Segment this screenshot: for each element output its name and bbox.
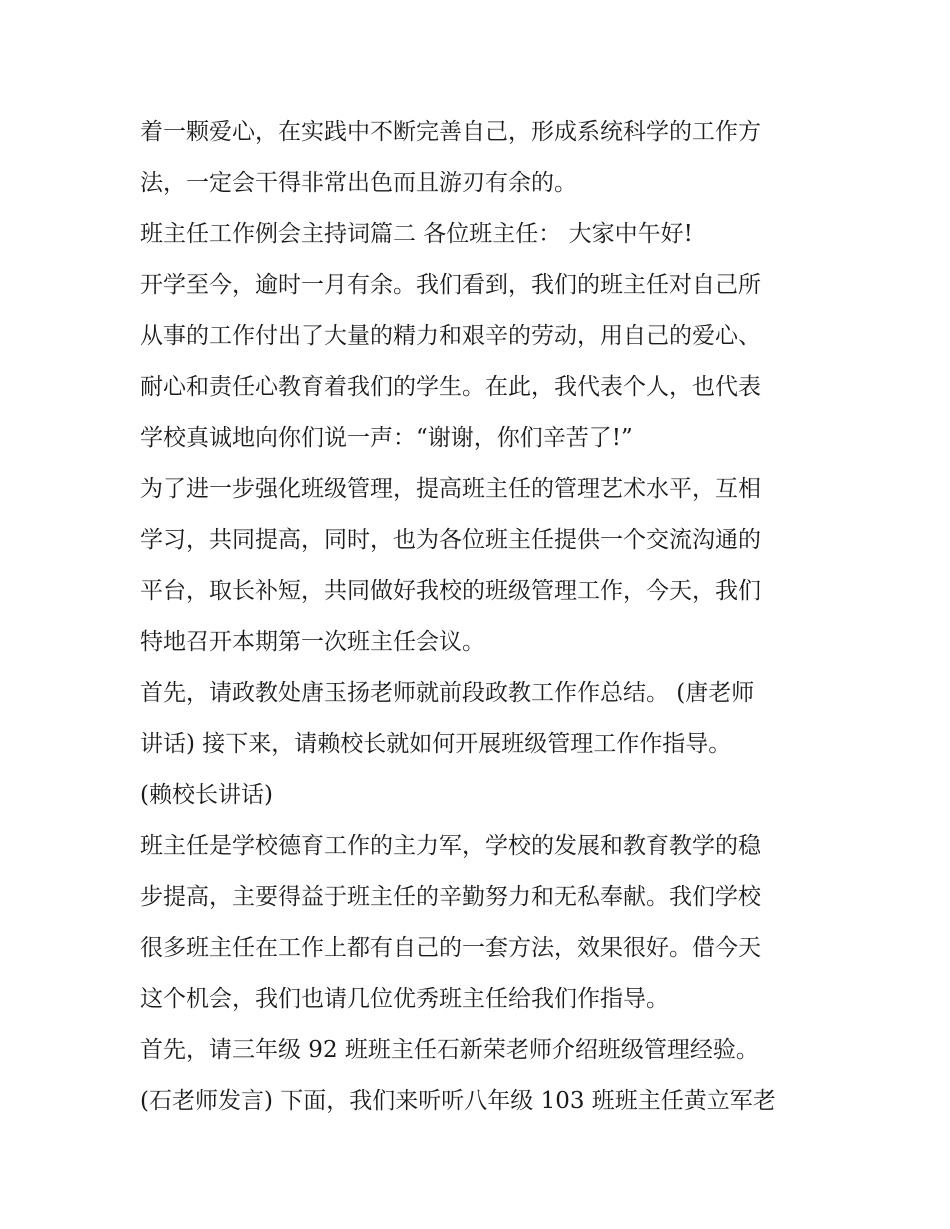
text-line: 讲话) 接下来，请赖校长就如何开展班级管理工作作指导。 xyxy=(140,731,732,757)
text-line: 着一颗爱心，在实践中不断完善自己，形成系统科学的工作方 xyxy=(140,119,761,145)
text-line: (石老师发言) 下面，我们来听听八年级 103 班班主任黄立军老 xyxy=(140,1088,776,1114)
text-line: 平台，取长补短，共同做好我校的班级管理工作，今天，我们 xyxy=(140,578,761,604)
text-line: 这个机会，我们也请几位优秀班主任给我们作指导。 xyxy=(140,986,669,1012)
text-line: 从事的工作付出了大量的精力和艰辛的劳动，用自己的爱心、 xyxy=(140,323,761,349)
text-line: 特地召开本期第一次班主任会议。 xyxy=(140,629,485,655)
text-line: 学校真诚地向你们说一声：“谢谢，你们辛苦了!” xyxy=(140,425,633,451)
text-line: 首先，请三年级 92 班班主任石新荣老师介绍班级管理经验。 xyxy=(140,1037,759,1063)
text-line: 很多班主任在工作上都有自己的一套方法，效果很好。借今天 xyxy=(140,935,761,961)
text-line: 耐心和责任心教育着我们的学生。在此，我代表个人，也代表 xyxy=(140,374,761,400)
text-line: (赖校长讲话) xyxy=(140,782,273,808)
text-line: 步提高，主要得益于班主任的辛勤努力和无私奉献。我们学校 xyxy=(140,884,761,910)
text-line: 班主任工作例会主持词篇二 各位班主任： 大家中午好! xyxy=(140,221,693,247)
document-body xyxy=(140,107,820,1127)
text-line: 开学至今，逾时一月有余。我们看到，我们的班主任对自己所 xyxy=(140,272,761,298)
text-line: 为了进一步强化班级管理，提高班主任的管理艺术水平，互相 xyxy=(140,476,761,502)
text-line: 法，一定会干得非常出色而且游刃有余的。 xyxy=(140,170,577,196)
text-line: 首先，请政教处唐玉扬老师就前段政教工作作总结。 (唐老师 xyxy=(140,680,755,706)
text-line: 班主任是学校德育工作的主力军，学校的发展和教育教学的稳 xyxy=(140,833,761,859)
text-line: 学习，共同提高，同时，也为各位班主任提供一个交流沟通的 xyxy=(140,527,761,553)
